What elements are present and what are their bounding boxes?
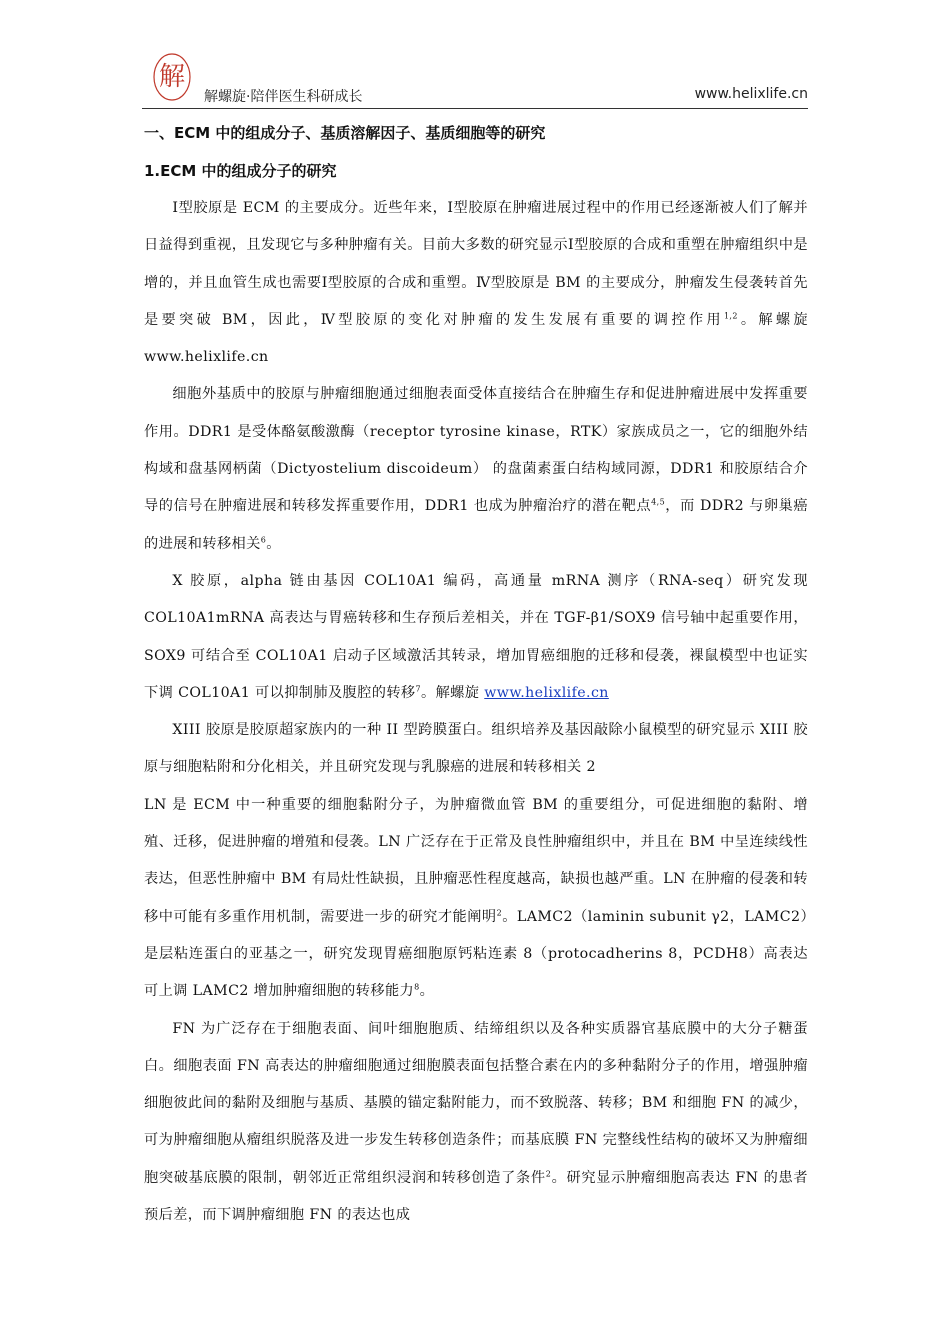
header-divider [142, 108, 808, 109]
citation: 2 [545, 1168, 552, 1178]
paragraph-tail: 。 [266, 535, 281, 552]
subsection-title: 1.ECM 中的组成分子的研究 [144, 162, 337, 180]
paragraph-text: XIII 胶原是胶原超家族内的一种 II 型跨膜蛋白。组织培养及基因敲除小鼠模型的研究显示 XIII 胶原与细胞粘附和分化相关，并且研究发现与乳腺癌的进展和转移相关 2 [144, 722, 808, 776]
paragraph-text: LN 是 ECM 中一种重要的细胞黏附分子，为肿瘤微血管 BM 的重要组分，可促进细胞的黏附、增殖、迁移，促进肿瘤的增殖和侵袭。LN 广泛存在于正常及良性肿瘤组织中，并且在 BM 中呈连续线性表达，但恶性肿瘤中 BM 有局灶性缺损，且肿瘤恶性程度越高，缺损也越严重。LN 在肿瘤的侵袭和转移中可能有多重作用机制，需要进一步的研究才能阐明 [144, 796, 808, 925]
paragraph-text: 。LAMC2（laminin subunit γ2，LAMC2）是层粘连蛋白的亚基之一，研究发现胃癌细胞原钙粘连素 8（protocadherins 8，PCDH8）高表达可上调 LAMC2 增加肿瘤细胞的转移能力 [144, 908, 808, 1000]
paragraph-ddr1 [144, 376, 808, 562]
paragraph-text: FN 为广泛存在于细胞表面、间叶细胞胞质、结缔组织以及各种实质器官基底膜中的大分子糖蛋白。细胞表面 FN 高表达的肿瘤细胞通过细胞膜表面包括整合素在内的多种黏附分子的作用，增强肿瘤细胞彼此间的黏附及细胞与基质、基膜的锚定黏附能力，而不致脱落、转移；BM 和细胞 FN 的减少，可为肿瘤细胞从瘤组织脱落及进一步发生转移创造条件；而基底膜 FN 完整线性结构的破坏又为肿瘤细胞突破基底膜的限制，朝邻近正常组织浸润和转移创造了条件 [144, 1020, 808, 1186]
citation: 6 [260, 534, 267, 544]
paragraph-collagen-xiii [144, 712, 808, 787]
logo-glyph: 解 [158, 62, 186, 92]
helixlife-link[interactable]: www.helixlife.cn [484, 684, 609, 701]
paragraph-text: 细胞外基质中的胶原与肿瘤细胞通过细胞表面受体直接结合在肿瘤生存和促进肿瘤进展中发挥重要作用。DDR1 是受体酪氨酸激酶（receptor tyrosine kinase，RTK）家族成员之一，它的细胞外结构域和盘基网柄菌（Dictyostelium discoideum） 的盘菌素蛋白结构域同源，DDR1 和胶原结合介导的信号在肿瘤进展和转移发挥重要作用，DDR1 也成为肿瘤治疗的潜在靶点 [144, 386, 808, 515]
paragraph-collagen-x [144, 563, 808, 712]
paragraph-tail: 。 [419, 983, 435, 1000]
paragraph-collagen-i-iv [144, 190, 808, 376]
header-tagline: 解螺旋·陪伴医生科研成长 [204, 89, 363, 105]
citation: 7 [415, 684, 421, 694]
citation: 4,5 [651, 497, 666, 507]
paragraph-laminin [144, 787, 808, 1011]
paragraph-text: 。研究显示肿瘤细胞高表达 FN 的患者预后差，而下调肿瘤细胞 FN 的表达也成 [144, 1169, 808, 1224]
header-website[interactable]: www.helixlife.cn [694, 86, 808, 102]
paragraph-text: Ⅰ型胶原是 ECM 的主要成分。近些年来，Ⅰ型胶原在肿瘤进展过程中的作用已经逐渐被人们了解并日益得到重视，且发现它与多种肿瘤有关。目前大多数的研究显示Ⅰ型胶原的合成和重塑在肿瘤组织中是增的，并且血管生成也需要Ⅰ型胶原的合成和重塑。Ⅳ型胶原是 BM 的主要成分，肿瘤发生侵袭转首先是要突破 BM，因此，Ⅳ型胶原的变化对肿瘤的发生发展有重要的调控作用 [144, 200, 808, 328]
paragraph-tail: 。解螺旋 www.helixlife.cn [144, 311, 808, 366]
paragraph-text: ，而 DDR2 与卵巢癌的进展和转移相关 [144, 498, 809, 552]
section-title: 一、ECM 中的组成分子、基质溶解因子、基质细胞等的研究 [144, 124, 546, 142]
citation: 8 [414, 982, 420, 992]
citation: 2 [496, 907, 503, 917]
paragraph-tail: 。解螺旋 [421, 684, 485, 701]
paragraph-text: X 胶原，alpha 链由基因 COL10A1 编码，高通量 mRNA 测序（RNA-seq）研究发现 COL10A1mRNA 高表达与胃癌转移和生存预后差相关，并在 TGF-β1/SOX9 信号轴中起重要作用，SOX9 可结合至 COL10A1 启动子区域激活其转录，增加胃癌细胞的迁移和侵袭，裸鼠模型中也证实下调 COL10A1 可以抑制肺及腹腔的转移 [144, 572, 808, 701]
paragraph-fibronectin [144, 1011, 808, 1235]
document-body [144, 118, 808, 1234]
citation: 1,2 [723, 311, 738, 321]
helixlife-logo-icon [152, 52, 192, 102]
